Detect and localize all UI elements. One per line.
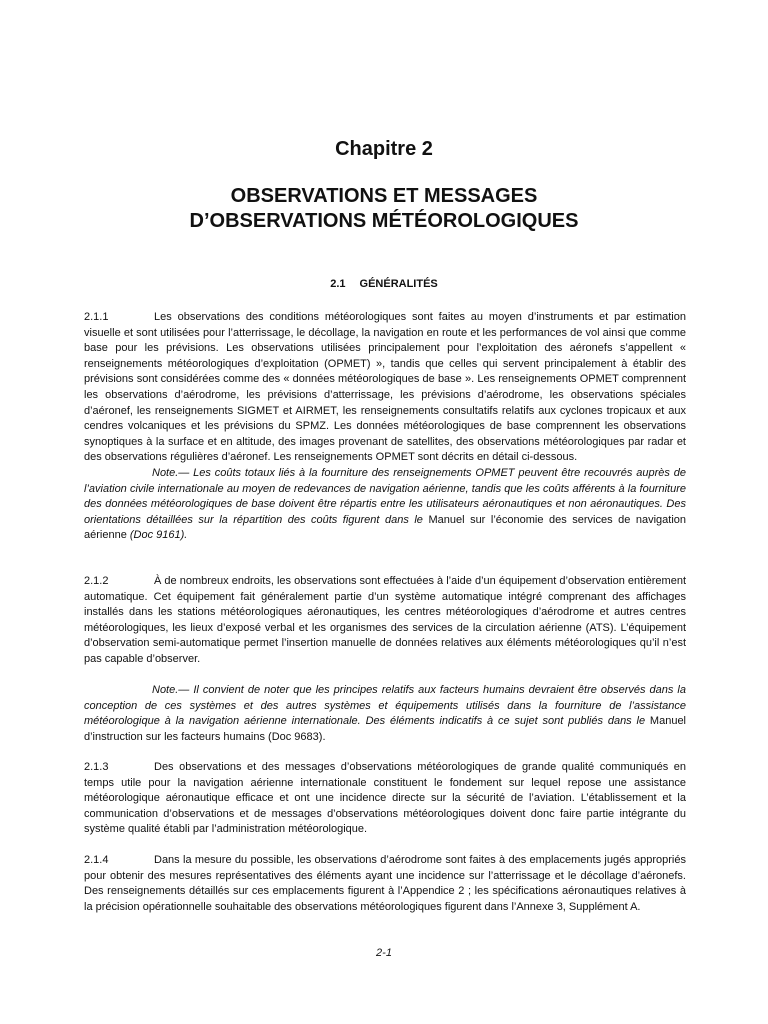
note-label: Note.— [152,467,190,479]
note-reference: Manuel sur l’économie des services de navigation aérienne [84,513,686,542]
paragraph-2-1-1 [84,310,686,466]
section-number: 2.1 [330,278,346,290]
paragraph-text: Des observations et des messages d’observations météorologiques de grande qualité communiqués en temps utile pour la navigation aérienne internationale constituent le fondement sur lequel repose une assistance météorologique aéronautique efficace et ont une incidence directe sur la sécurité de l’aviation. L’établissement et la communication d’observations et de messages d’observations météorologiques doivent donc faire partie intégrante du système qualité établi par l’administration météorologique. [84,761,686,836]
paragraph-2-1-4 [84,853,686,915]
page-number: 2-1 [376,947,392,959]
note-text: Il convient de noter que les principes relatifs aux facteurs humains devraient être observés dans la conception de ces systèmes et des autres systèmes et équipements utilisés dans la fourniture de l’assistance météorologique à la navigation aérienne internationale. Des éléments indicatifs à ce sujet sont publiés dans le [84,684,686,728]
paragraph-number: 2.1.3 [84,761,109,773]
chapter-title [0,184,768,234]
paragraph-text: Dans la mesure du possible, les observations d’aérodrome sont faites à des emplacements jugés appropriés pour obtenir des mesures représentatives des éléments ayant une incidence sur l’atterrissage et le décollage d’aéronefs. Des renseignements détaillés sur ces emplacements figurent à l’Appendice 2 ; les spécifications aéronautiques relatives à la précision opérationnelle souhaitable des observations météorologiques figurent dans l’Annexe 3, Supplément A. [84,854,686,913]
note-text: Les coûts totaux liés à la fourniture des renseignements OPMET peuvent être recouvrés auprès de l’aviation civile internationale au moyen de redevances de navigation aérienne, tandis que les coûts afférents à la fourniture des données météorologiques de base doivent être répartis entre les utilisateurs aéronautiques et non aéronautiques. Des orientations détaillées sur la répartition des coûts figurent dans le [84,467,686,526]
paragraph-number: 2.1.1 [84,311,109,323]
paragraph-text: À de nombreux endroits, les observations sont effectuées à l’aide d’un équipement d’observation entièrement automatique. Cet équipement fait généralement partie d’un système automatique intégré comprenant des affichages installés dans les stations météorologiques aéronautiques, les centres météorologiques d’aérodrome et autres centres météorologiques, les lieux d’exposé verbal et les organismes des services de la circulation aérienne (ATS). L’équipement d’observation semi-automatique permet l’insertion manuelle de données relatives aux éléments météorologiques qu’il n’est pas capable d’observer. [84,575,686,665]
section-title: GÉNÉRALITÉS [359,278,438,290]
section-heading [0,278,768,290]
paragraph-number: 2.1.2 [84,575,109,587]
note-tail: (Doc 9161). [129,529,188,542]
paragraph-2-1-2 [84,574,686,668]
note-1 [84,466,686,544]
chapter-heading: Chapitre 2 [335,138,433,160]
paragraph-2-1-3 [84,760,686,838]
note-label: Note.— [152,684,190,696]
chapter-title-line-1: OBSERVATIONS ET MESSAGES [230,185,538,207]
paragraph-text: Les observations des conditions météorologiques sont faites au moyen d’instruments et par estimation visuelle et sont utilisées pour l’atterrissage, le décollage, la navigation en route et les performances de vol ainsi que comme base pour les prévisions. Les observations utilisées principalement pour l’exploitation des aéronefs s’appellent « renseignements météorologiques d’exploitation (OPMET) », tandis que celles qui servent principalement à établir des prévisions sont considérées comme des « données météorologiques de base ». Les renseignements OPMET comprennent les observations d’aérodrome, les prévisions d’atterrissage, les prévisions d’aérodrome, les observations spéciales d’aéronef, les renseignements SIGMET et AIRMET, les renseignements consultatifs relatifs aux cyclones tropicaux et aux cendres volcaniques et les prévisions du SPMZ. Les données météorologiques de base comprennent les observations synoptiques à la surface et en altitude, des images provenant de satellites, des observations météorologiques par radar et des observations régulières d’aéronef. Les renseignements OPMET sont décrits en détail ci-dessous. [84,311,686,464]
paragraph-number: 2.1.4 [84,854,109,866]
note-2 [84,683,686,745]
chapter-title-line-2: D’OBSERVATIONS MÉTÉOROLOGIQUES [189,210,579,232]
note-reference: Manuel d’instruction sur les facteurs humains (Doc 9683). [84,715,686,743]
